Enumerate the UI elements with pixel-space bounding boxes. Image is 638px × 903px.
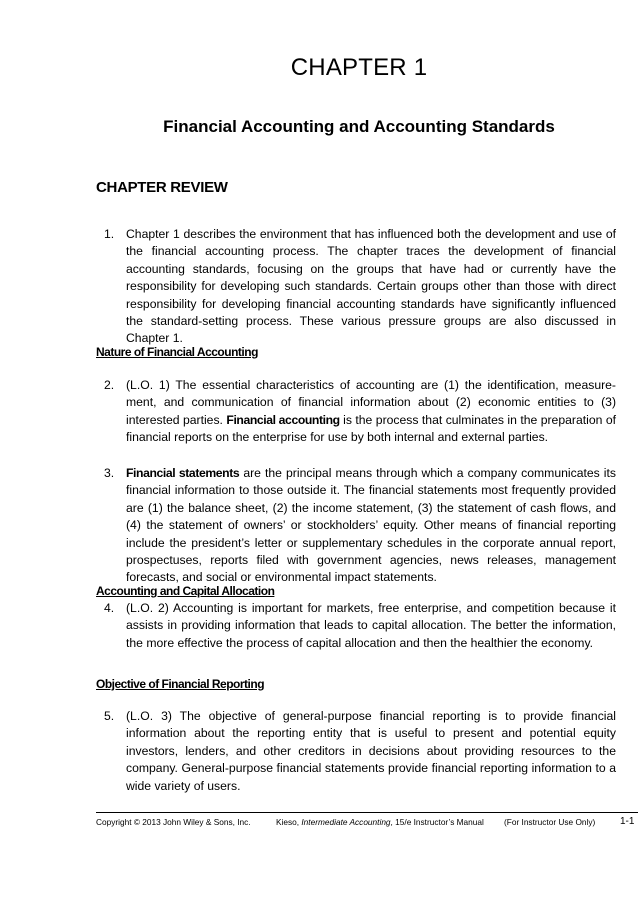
review-item-4 — [104, 600, 616, 652]
item-number: 5. — [104, 709, 115, 723]
footer-book-prefix: Kieso, — [276, 817, 302, 827]
item-number: 4. — [104, 601, 115, 615]
item-text: (L.O. 3) The objective of general-purpose financial reporting is to provide financial information about the reporting entity that is useful to present and potential equity investors, lenders, and other creditors in decisions about providing resources to the company. General-purpose financial statements provide financial reporting information to a wide variety of users. — [126, 709, 616, 793]
footer-usage-note: (For Instructor Use Only) — [504, 817, 596, 827]
chapter-title: CHAPTER 1 — [290, 54, 428, 81]
review-item-2 — [104, 377, 616, 447]
term-financial-accounting: Financial accounting — [226, 412, 340, 427]
term-financial-statements: Financial statements — [126, 466, 240, 480]
footer-book-title: Intermediate Accounting — [301, 817, 391, 827]
footer-divider — [96, 812, 638, 813]
review-item-1 — [104, 226, 616, 348]
item-number: 1. — [104, 227, 115, 241]
footer-book-suffix: , 15/e Instructor’s Manual — [390, 817, 484, 827]
footer-book-reference — [276, 817, 484, 827]
chapter-subtitle: Financial Accounting and Accounting Standards — [163, 117, 555, 136]
page-number: 1-1 — [620, 816, 635, 827]
item-text — [126, 465, 616, 587]
section-heading-capital: Accounting and Capital Allocation — [96, 584, 275, 598]
item-number: 2. — [104, 378, 115, 392]
item-text-part: are the principal means through which a company communicates its financial information to those outside it. The financial statements most frequently provided are (1) the balance sheet, (2) the income statement, (3) the statement of cash flows, and (4) the statement of owners’ or stockholders’ equity. Other means of financial reporting include the president’s letter or supplementary schedules in the corporate annual report, prospectuses, reports filed with government agencies, news releases, management forecasts, and social or environmental impact statements. — [126, 466, 616, 585]
item-text-part: is the process that culminates in the preparation of financial reports on the enterprise for use by both internal and external parties. — [126, 412, 616, 445]
review-item-3 — [104, 465, 616, 587]
item-text — [126, 377, 616, 447]
item-number: 3. — [104, 466, 115, 480]
section-heading-objective: Objective of Financial Reporting — [96, 677, 265, 691]
section-heading-nature: Nature of Financial Accounting — [96, 345, 258, 359]
footer-copyright: Copyright © 2013 John Wiley & Sons, Inc. — [96, 817, 251, 827]
item-text-part: (L.O. 1) The essential characteristics of accounting are (1) the identification, measure-ment, and communication of financial information about (2) economic entities to (3) interested parties. — [126, 378, 616, 427]
review-item-5 — [104, 708, 616, 795]
item-text: Chapter 1 describes the environment that has influenced both the development and use of the financial accounting process. The chapter traces the development of financial accounting standards, focusing on the groups that have had or currently have the responsibility for developing such standards. Certain groups other than those with direct responsibility for developing financial accounting standards have significantly influenced the standard-setting process. These various pressure groups are also discussed in Chapter 1. — [126, 227, 616, 346]
chapter-review-heading: CHAPTER REVIEW — [96, 179, 228, 196]
item-text: (L.O. 2) Accounting is important for markets, free enterprise, and competition because it assists in providing information that leads to capital allocation. The better the information, the more effective the process of capital allocation and then the healthier the economy. — [126, 601, 616, 650]
